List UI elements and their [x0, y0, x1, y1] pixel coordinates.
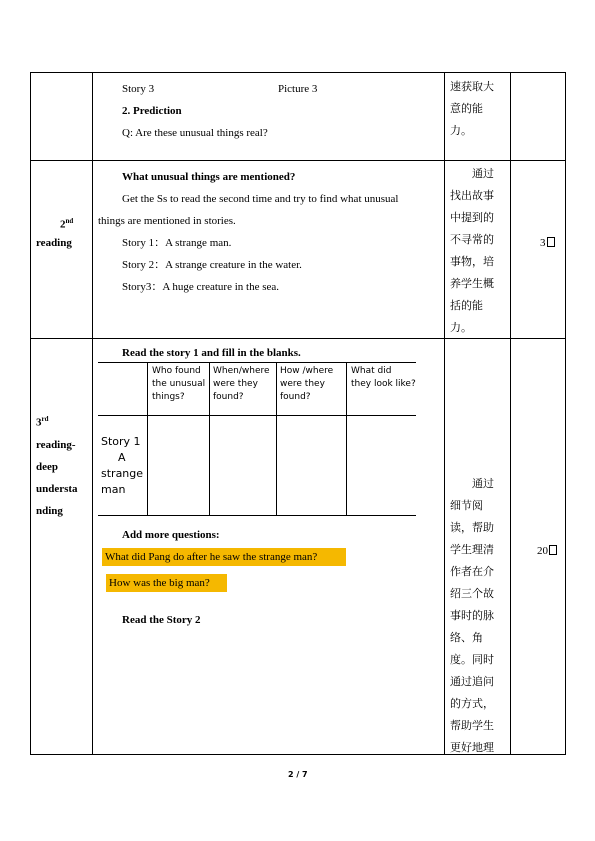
row2-heading: What unusual things are mentioned? [122, 171, 296, 183]
row3-stage-block: 3rd reading- deep understa nding [36, 415, 78, 517]
col-divider-3 [510, 72, 511, 755]
inner-col-3 [276, 362, 277, 516]
row2-story2: Story 2：A strange creature in the water. [122, 259, 302, 271]
inner-header-when: When/where were they found? [213, 366, 270, 402]
row2-stage: 2nd [60, 217, 74, 231]
read-story-2: Read the Story 2 [122, 614, 201, 626]
table-border-top [30, 72, 565, 73]
inner-header-who: Who found the unusual things? [152, 366, 206, 402]
row2-instruction-1: Get the Ss to read the second time and try to find what unusual [122, 193, 399, 205]
inner-row-label: Story 1 A strange man [101, 435, 144, 496]
inner-col-1 [147, 362, 148, 516]
prediction-question: Q: Are these unusual things real? [122, 127, 268, 139]
inner-col-2 [209, 362, 210, 516]
inner-header-look: What did they look like? [351, 366, 416, 389]
placeholder-box-icon [547, 237, 555, 247]
placeholder-box-icon [549, 545, 557, 555]
row2-purpose: 通过 找出故事 中提到的 不寻常的 事物，培 养学生概 括的能 力。 [450, 167, 494, 334]
row2-story1: Story 1：A strange man. [122, 237, 232, 249]
row1-purpose: 速获取大 意的能 力。 [450, 80, 494, 137]
inner-table-mid [98, 415, 416, 416]
row3-purpose: 通过 细节阅 读，帮助 学生理清 作者在介 绍三个故 事时的脉 络、角 度。同时 通过追问 的方式， 帮助学生 更好地理 [450, 477, 494, 754]
table-border-left [30, 72, 31, 755]
inner-table-bottom [98, 515, 416, 516]
col-divider-2 [444, 72, 445, 755]
inner-table-top [98, 362, 416, 363]
story-3-label: Story 3 [122, 83, 155, 95]
prediction-heading: 2. Prediction [122, 105, 182, 117]
highlight-question-2: How was the big man? [106, 574, 227, 592]
row2-instruction-2: things are mentioned in stories. [98, 215, 236, 227]
row2-stage-word: reading [36, 237, 72, 249]
inner-header-how: How /where were they found? [280, 366, 334, 402]
row3-time: 20 [537, 544, 557, 558]
add-more-questions: Add more questions: [122, 529, 220, 541]
row-divider-1 [30, 160, 565, 161]
page-number: 2 / 7 [288, 770, 308, 779]
highlight-question-1: What did Pang do after he saw the strange man? [102, 548, 346, 566]
row2-story3: Story3：A huge creature in the sea. [122, 281, 280, 293]
col-divider-1 [92, 72, 93, 755]
picture-3-label: Picture 3 [278, 83, 318, 95]
inner-col-4 [346, 362, 347, 516]
table-border-right [565, 72, 566, 755]
row3-heading: Read the story 1 and fill in the blanks. [122, 347, 301, 359]
row2-time: 3 [540, 236, 555, 250]
